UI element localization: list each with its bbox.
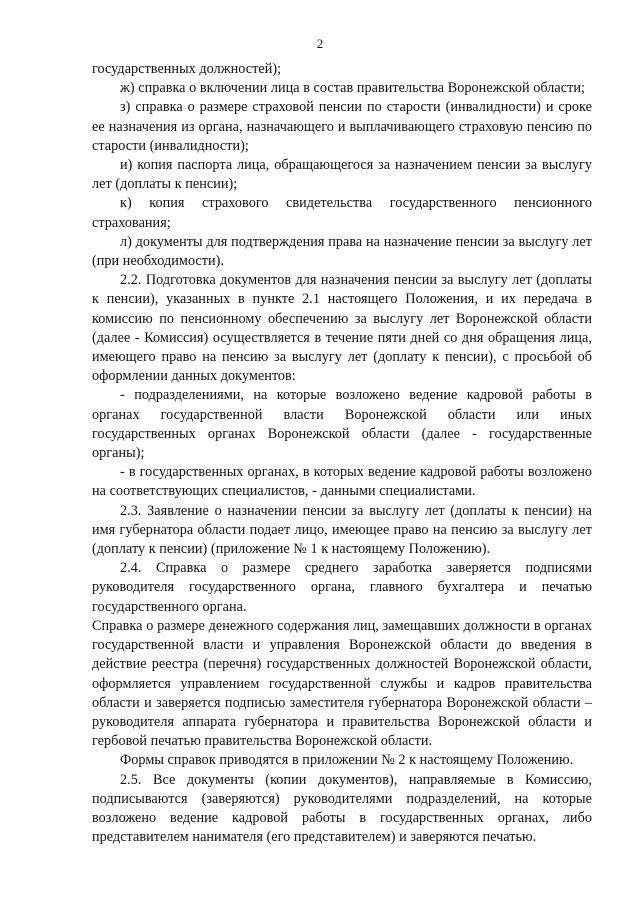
paragraph-item-k: к) копия страхового свидетельства государственного пенсионного страхования; — [92, 195, 592, 231]
paragraph-dash-1: - подразделениями, на которые возложено ведение кадровой работы в органах государственной власти Воронежской области или иных государственных органах Воронежской области (далее - государственные органы); — [92, 387, 592, 462]
paragraph-2-5: 2.5. Все документы (копии документов), направляемые в Комиссию, подписываются (заверяются) руководителями подразделений, на которые возложено ведение кадровой работы в государственных органах, либо представителем нанимателя (его представителем) и заверяются печатью. — [92, 771, 592, 846]
paragraph-item-l: л) документы для подтверждения права на назначение пенсии за выслугу лет (при необходимости). — [92, 233, 592, 270]
page-number: 2 — [316, 36, 324, 51]
paragraph-forms: Формы справок приводятся в приложении № 2 к настоящему Положению. — [120, 752, 574, 769]
paragraph-2-2: 2.2. Подготовка документов для назначения пенсии за выслугу лет (доплаты к пенсии), указанных в пункте 2.1 настоящего Положения, и их передача в комиссию по пенсионному обеспечению за выслугу лет Воронежской области (далее - Комиссия) осуществляется в течение пяти дней со дня обращения лица, имеющего право на пенсию за выслугу лет (доплату к пенсии), с просьбой об оформлении данных документов: — [92, 272, 592, 385]
paragraph-item-i: и) копия паспорта лица, обращающегося за назначением пенсии за выслугу лет (доплаты к пенсии); — [92, 157, 592, 193]
paragraph-dash-2: - в государственных органах, в которых ведение кадровой работы возложено на соответствующих специалистов, - данными специалистами. — [92, 464, 592, 500]
paragraph-item-zh: ж) справка о включении лица в состав правительства Воронежской области; — [120, 80, 585, 97]
document-body — [92, 60, 592, 847]
paragraph-2-3: 2.3. Заявление о назначении пенсии за выслугу лет (доплаты к пенсии) на имя губернатора области подает лицо, имеющее право на пенсию за выслугу лет (доплату к пенсии) (приложение № 1 к настоящему Положению). — [92, 502, 592, 558]
paragraph-salary-certificate: Справка о размере денежного содержания лиц, замещавших должности в органах государственной власти и управления Воронежской области до введения в действие реестра (перечня) государственных должностей Воронежской области, оформляется управлением государственной службы и кадров правительства области и заверяется подписью заместителя губернатора Воронежской области – руководителя аппарата губернатора и правительства Воронежской области и гербовой печатью правительства Воронежской области. — [92, 617, 592, 750]
paragraph-2-4: 2.4. Справка о размере среднего заработка заверяется подписями руководителя государственного органа, главного бухгалтера и печатью государственного органа. — [92, 560, 592, 615]
paragraph-item-z: з) справка о размере страховой пенсии по старости (инвалидности) и сроке ее назначения из органа, назначающего и выплачивающего страховую пенсию по старости (инвалидности); — [92, 99, 592, 154]
paragraph-continuation: государственных должностей); — [92, 61, 282, 77]
